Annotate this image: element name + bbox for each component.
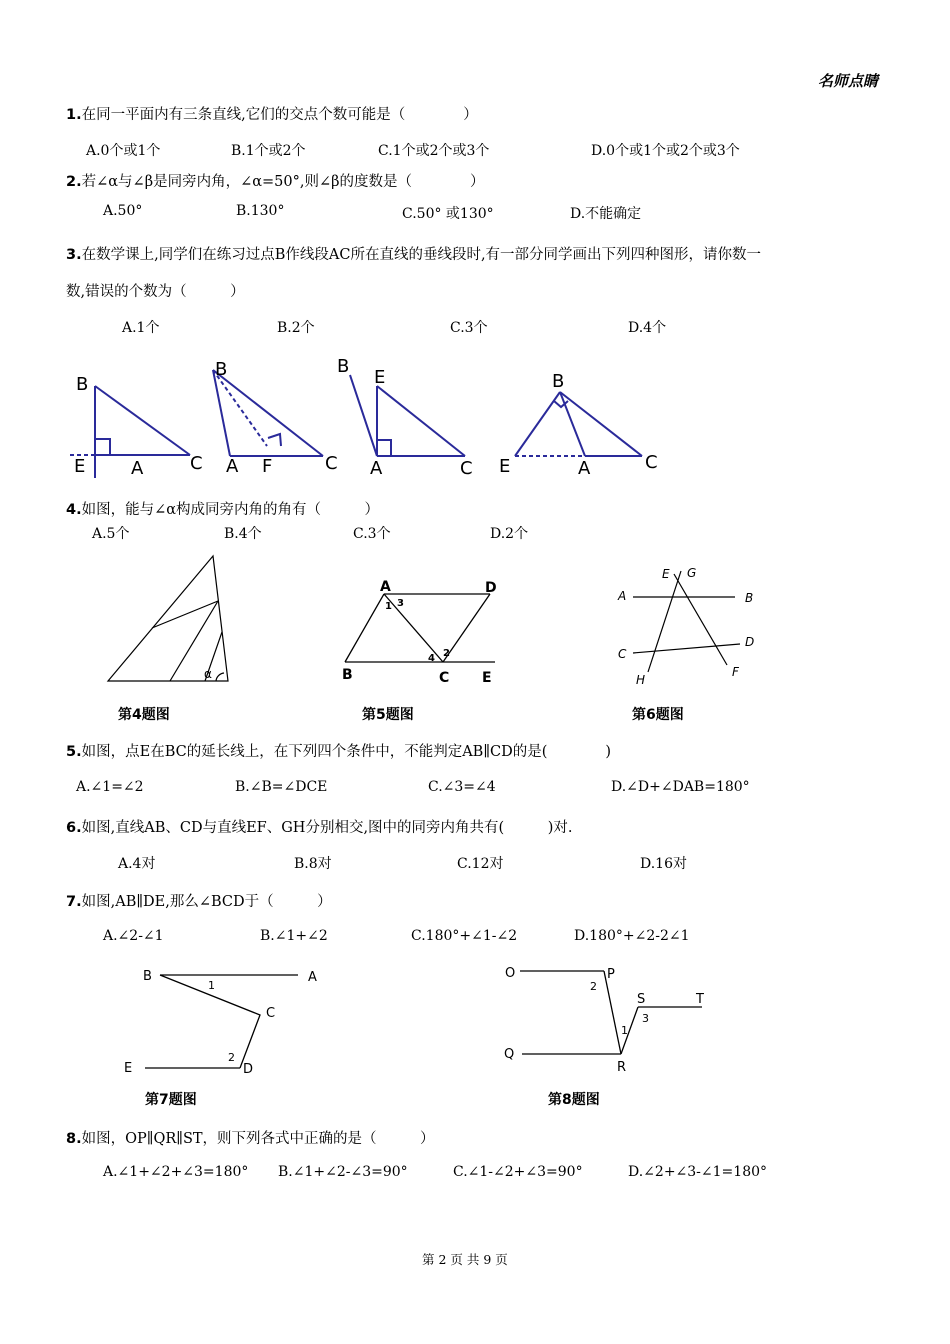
option-1a: A.0个或1个 [86,143,161,159]
fig8-label: O [505,966,516,981]
fig6-label: B [745,591,754,605]
option-7b: B.∠1+∠2 [260,928,328,944]
option-4b: B.4个 [224,526,262,542]
fig3-label: A [131,458,144,479]
fig3-label: F [262,456,273,477]
option-6b: B.8对 [294,856,332,872]
fig5-label: A [380,579,391,595]
fig5-angle-label: 2 [443,648,450,659]
fig5-label: C [439,670,450,686]
fig8-label: Q [504,1047,515,1062]
option-1b: B.1个或2个 [231,143,306,159]
option-7d: D.180°+∠2-2∠1 [574,928,690,944]
question-text: 在数学课上,同学们在练习过点B作线段AC所在直线的垂线段时,有一部分同学画出下列四种图形，请你数一 [81,247,762,263]
fig5-label: E [482,670,492,686]
fig3-label: B [337,356,350,377]
option-6c: C.12对 [457,856,504,872]
option-2d: D.不能确定 [570,206,642,222]
option-3c: C.3个 [450,320,488,336]
option-8b: B.∠1+∠2-∠3=90° [278,1164,408,1180]
question-3-continued: 数,错误的个数为（ ） [66,284,245,300]
fig6-label: E [662,567,670,581]
fig7-label: E [124,1061,133,1076]
option-3a: A.1个 [122,320,160,336]
question-number: 1. [66,107,82,123]
fig8-line-pr [604,971,621,1054]
question-number: 2. [66,174,82,190]
option-4a: A.5个 [92,526,130,542]
fig5-angle-label: 1 [385,601,392,612]
fig7-angle-label: 2 [228,1051,235,1064]
fig3-label: E [374,367,386,388]
fig8-label: P [607,967,615,982]
option-8c: C.∠1-∠2+∠3=90° [453,1164,583,1180]
fig5-angle-label: 4 [428,653,435,664]
option-7a: A.∠2-∠1 [103,928,164,944]
fig8-angle-label: 1 [621,1024,628,1037]
fig3-label: C [190,453,203,474]
question-8 [66,1127,435,1148]
option-2a: A.50° [103,203,143,219]
option-4d: D.2个 [490,526,529,542]
fig5-label: B [342,667,353,683]
question-text: 如图，OP∥QR∥ST，则下列各式中正确的是（ ） [81,1131,435,1147]
option-5c: C.∠3=∠4 [428,779,496,795]
fig3-label: E [74,456,86,477]
option-8d: D.∠2+∠3-∠1=180° [628,1164,768,1180]
fig8-caption: 第8题图 [548,1092,600,1108]
option-3d: D.4个 [628,320,667,336]
fig8-label: R [617,1060,627,1075]
option-5d: D.∠D+∠DAB=180° [611,779,750,795]
fig3-label: A [578,458,591,479]
fig8-label: T [696,992,704,1007]
question-text: 若∠α与∠β是同旁内角，∠α=50°,则∠β的度数是（ ） [81,174,485,190]
fig3-label: A [226,456,239,477]
question-number: 6. [66,820,82,836]
fig8-angle-label: 3 [642,1012,649,1025]
fig7-label: A [308,970,317,985]
question-number: 4. [66,502,82,518]
option-6a: A.4对 [118,856,156,872]
option-3b: B.2个 [277,320,315,336]
option-4c: C.3个 [353,526,391,542]
fig3-label: B [76,374,89,395]
option-5b: B.∠B=∠DCE [235,779,328,795]
fig7-label: D [243,1062,254,1077]
fig8-angle-label: 2 [590,980,597,993]
option-5a: A.∠1=∠2 [76,779,144,795]
fig6-label: D [745,635,755,649]
fig3-label: B [552,371,565,392]
option-7c: C.180°+∠1-∠2 [411,928,518,944]
question-text: 在同一平面内有三条直线,它们的交点个数可能是（ ） [81,107,478,123]
fig7-caption: 第7题图 [145,1092,197,1108]
fig6-label: G [687,566,697,580]
fig4-alpha-label: α [204,667,212,681]
fig7-angle-label: 1 [208,979,215,992]
fig6-label: C [618,647,627,661]
question-text: 如图，点E在BC的延长线上，在下列四个条件中，不能判定AB∥CD的是( ) [81,744,612,760]
question-number: 3. [66,247,82,263]
fig5-label: D [485,580,497,596]
fig5-angle-label: 3 [397,598,404,609]
fig7-label: B [143,969,152,984]
option-1c: C.1个或2个或3个 [378,143,490,159]
option-8a: A.∠1+∠2+∠3=180° [103,1164,249,1180]
question-number: 7. [66,894,82,910]
fig7-label: C [266,1006,276,1021]
fig3-label: C [460,458,473,479]
fig6-label: F [732,665,739,679]
page-header-title: 名师点睛 [818,72,879,90]
question-number: 8. [66,1131,82,1147]
fig3-label: B [215,359,228,380]
fig3-label: A [370,458,383,479]
option-1d: D.0个或1个或2个或3个 [591,143,740,159]
page-footer: 第 2 页 共 9 页 [422,1252,508,1267]
question-number: 5. [66,744,82,760]
option-6d: D.16对 [640,856,687,872]
option-2b: B.130° [236,203,285,219]
fig4-caption: 第4题图 [118,707,170,723]
fig6-caption: 第6题图 [632,707,684,723]
fig8-label: S [637,992,646,1007]
fig6-label: H [636,673,646,687]
question-text: 如图,直线AB、CD与直线EF、GH分别相交,图中的同旁内角共有( )对. [81,820,573,836]
fig6-label: A [618,589,627,603]
fig3-label: C [325,453,338,474]
fig5-caption: 第5题图 [362,707,414,723]
fig3-label: E [499,456,511,477]
option-2c: C.50° 或130° [402,206,494,222]
question-text: 如图，能与∠α构成同旁内角的角有（ ） [81,502,380,518]
question-text: 如图,AB∥DE,那么∠BCD于（ ） [81,894,332,910]
fig3-label: C [645,452,658,473]
